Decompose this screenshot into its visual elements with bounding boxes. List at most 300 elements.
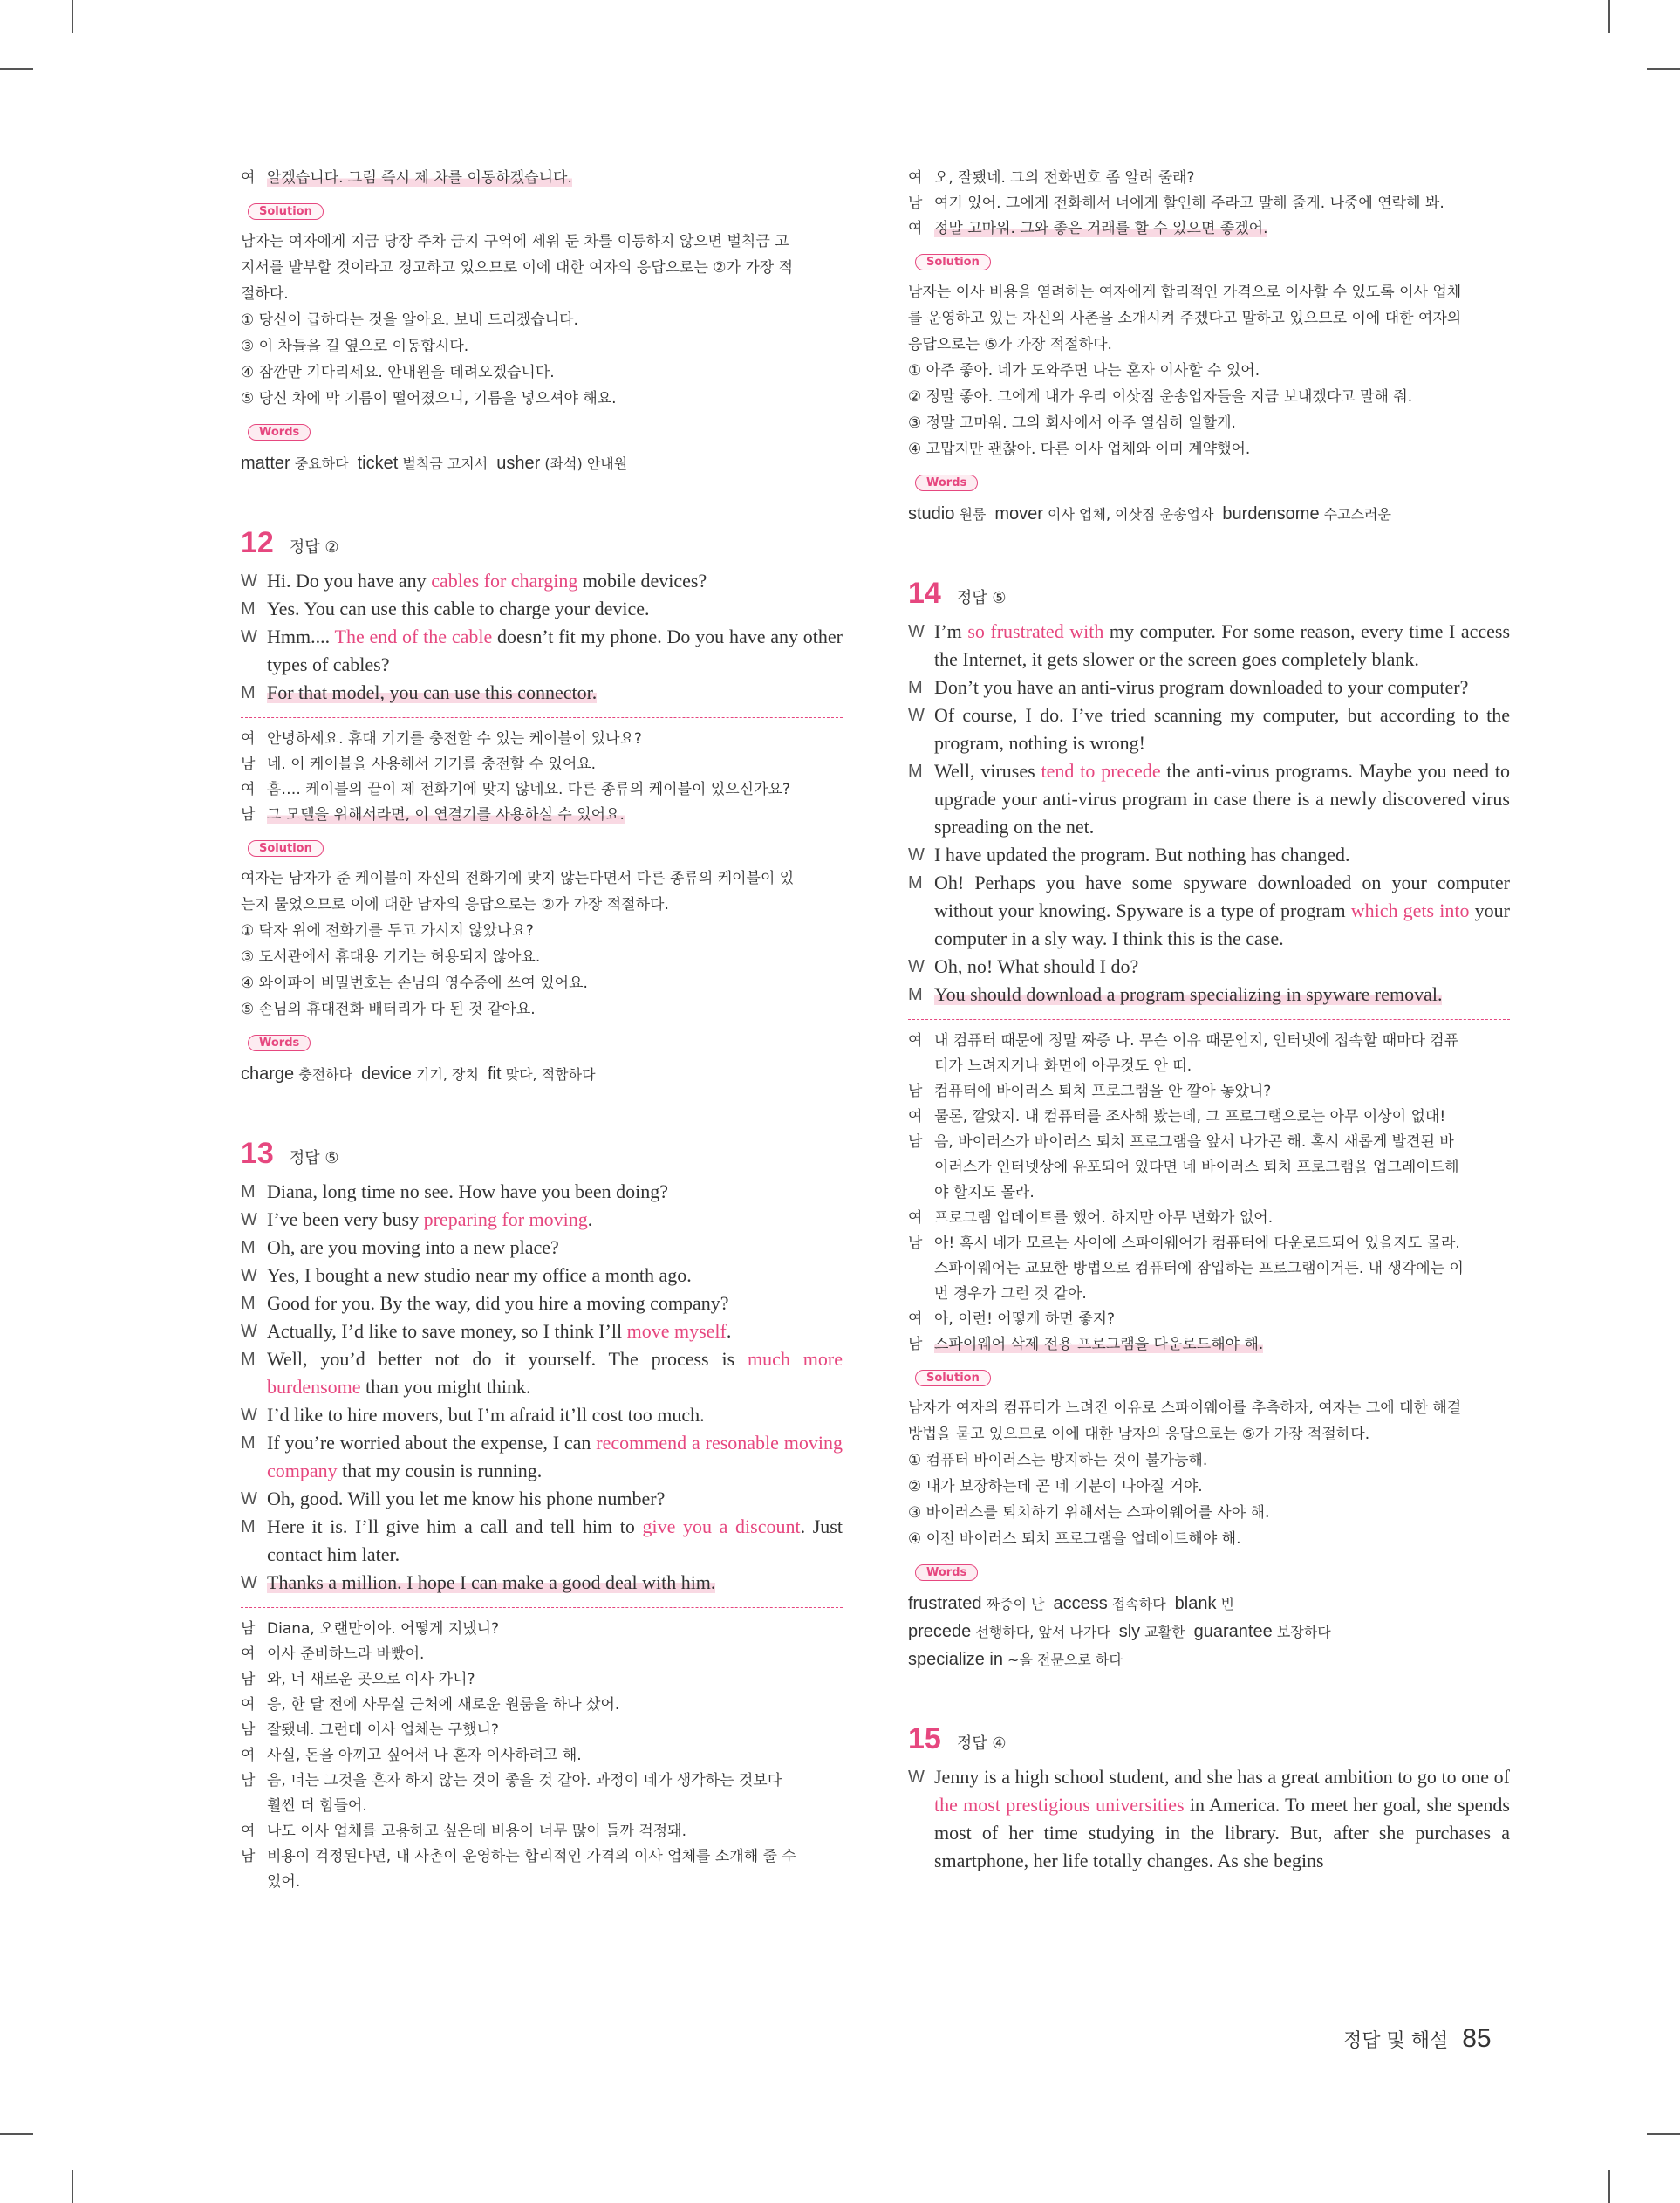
dialog-line xyxy=(241,567,843,595)
vocab-meaning: 벌칙금 고지서 xyxy=(398,455,488,472)
translation-line xyxy=(241,1743,843,1769)
speaker-label xyxy=(241,1870,267,1895)
speaker-label: W xyxy=(241,1322,257,1341)
speaker-label: 남 xyxy=(241,1848,256,1865)
solution-block xyxy=(908,242,1510,462)
translation-text: 여기 있어. 그에게 전화해서 너에게 할인해 주라고 말해 줄게. 나중에 연락해 봐. xyxy=(934,195,1444,212)
speaker-label: W xyxy=(241,1266,257,1285)
vocab-meaning: (좌석) 안내원 xyxy=(540,455,628,472)
speaker-label: 여 xyxy=(241,730,256,748)
speaker-label: 여 xyxy=(241,781,256,798)
solution-lines xyxy=(241,865,843,1023)
translation-text: 비용이 걱정된다면, 내 사촌이 운영하는 합리적인 가격의 이사 업체를 소개해 줄 수 xyxy=(267,1848,796,1865)
vocab-meaning: ~을 전문으로 하다 xyxy=(1002,1652,1123,1668)
vocab-word: usher xyxy=(496,454,541,473)
speaker-label: M xyxy=(241,1433,256,1453)
speaker-label: W xyxy=(241,571,257,591)
translation-text: 내 컴퓨터 때문에 정말 짜증 나. 무슨 이유 때문인지, 인터넷에 접속할 때마다 컴퓨 xyxy=(934,1032,1459,1050)
speaker-label: M xyxy=(908,762,923,781)
translation-text xyxy=(934,216,1510,242)
speaker-label: 여 xyxy=(241,1823,256,1840)
translation-text: 응, 한 달 전에 사무실 근처에 새로운 원룸을 하나 샀어. xyxy=(267,1696,620,1714)
vocab-meaning: 기기, 장치 xyxy=(411,1066,479,1083)
dialog-segment: that my cousin is running. xyxy=(337,1460,543,1481)
speaker-label: W xyxy=(908,845,925,865)
dialog-segment: Yes, I bought a new studio near my office a month ago. xyxy=(267,1264,692,1286)
dialog-line xyxy=(908,869,1510,953)
dialog-line xyxy=(908,674,1510,701)
key-phrase: much more burdensome xyxy=(267,1348,843,1398)
text-line: ④ 잠깐만 기다리세요. 안내원을 데려오겠습니다. xyxy=(241,364,555,381)
key-phrase: The end of the cable xyxy=(334,626,493,647)
speaker-label: 남 xyxy=(241,1772,256,1789)
crop-mark xyxy=(0,2133,33,2135)
q14-dialog xyxy=(908,618,1510,1009)
dialog-line xyxy=(241,623,843,679)
words-line xyxy=(908,500,1510,528)
speaker-label: 여 xyxy=(908,1108,923,1125)
words-line xyxy=(241,1060,843,1088)
speaker-label: M xyxy=(241,599,256,619)
translation-line xyxy=(241,1769,843,1794)
dialog-segment: . Just contact him later. xyxy=(267,1515,843,1565)
text-line: ① 아주 좋아. 네가 도와주면 나는 혼자 이사할 수 있어. xyxy=(908,362,1260,380)
vocab-word: specialize in xyxy=(908,1650,1003,1669)
dialog-text xyxy=(934,1763,1510,1875)
text-line: 남자는 여자에게 지금 당장 주차 금지 구역에 세워 둔 차를 이동하지 않으면 벌칙금 고 xyxy=(241,233,789,250)
dialog-segment: Well, you’d better not do it yourself. The process is xyxy=(267,1348,748,1370)
crop-mark xyxy=(72,2170,73,2203)
speaker-label: M xyxy=(241,1517,256,1536)
speaker-label: 남 xyxy=(241,806,256,824)
dialog-line xyxy=(241,1345,843,1401)
speaker-label: W xyxy=(241,1489,257,1509)
text-line: ④ 와이파이 비밀번호는 손님의 영수증에 쓰여 있어요. xyxy=(241,975,588,992)
translation-text: 아, 이런! 어떻게 하면 좋지? xyxy=(934,1310,1116,1328)
vocab-word: matter xyxy=(241,454,290,473)
solution-block xyxy=(908,1358,1510,1552)
speaker-label: 남 xyxy=(241,1671,256,1688)
vocab-meaning: 맞다, 적합하다 xyxy=(501,1066,596,1083)
dialog-segment: your computer in a sly way. I think this is the case. xyxy=(934,900,1511,949)
vocab-word: studio xyxy=(908,504,955,523)
translation-text: 네. 이 케이블을 사용해서 기기를 충전할 수 있어요. xyxy=(267,756,597,773)
speaker-label: W xyxy=(908,1768,925,1787)
translation-text: 이사 준비하느라 바빴어. xyxy=(267,1645,425,1663)
highlighted-answer: Thanks a million. I hope I can make a good deal with him. xyxy=(267,1571,716,1593)
dialog-segment: mobile devices? xyxy=(577,570,707,592)
vocab-item xyxy=(1175,1592,1234,1613)
speaker-label: M xyxy=(241,1238,256,1257)
dialog-segment: Oh, good. Will you let me know his phone number? xyxy=(267,1488,666,1509)
translation-line xyxy=(241,1870,843,1895)
speaker-label: 남 xyxy=(908,1336,923,1353)
text-line: 남자가 여자의 컴퓨터가 느려진 이유로 스파이웨어를 추측하자, 여자는 그에 대한 해결 xyxy=(908,1399,1462,1417)
vocab-meaning: 교활한 xyxy=(1140,1624,1185,1640)
vocab-meaning: 충전하다 xyxy=(294,1066,353,1083)
dialog-text xyxy=(267,1485,843,1513)
vocab-word: ticket xyxy=(357,454,399,473)
vocab-item xyxy=(488,1063,596,1084)
solution-lines xyxy=(908,1395,1510,1552)
dialog-line xyxy=(241,1429,843,1485)
dialog-segment: Jenny is a high school student, and she has a great ambition to go to one of xyxy=(934,1766,1510,1788)
translation-line xyxy=(241,1819,843,1844)
dialog-line xyxy=(241,1569,843,1597)
dialog-text xyxy=(267,1569,843,1597)
words-block xyxy=(241,1023,843,1088)
q12-dialog xyxy=(241,567,843,707)
dialog-text xyxy=(267,1234,843,1262)
text-line: ① 탁자 위에 전화기를 두고 가시지 않았나요? xyxy=(241,922,534,940)
solution-badge: Solution xyxy=(248,840,324,857)
translation-line xyxy=(908,1180,1510,1206)
translation-text: 있어. xyxy=(267,1873,301,1891)
dialog-segment: If you’re worried about the expense, I can xyxy=(267,1432,597,1454)
vocab-item xyxy=(1053,1592,1165,1613)
text-line: 는지 물었으므로 이에 대한 남자의 응답으로는 ②가 가장 적절하다. xyxy=(241,896,669,913)
speaker-label: 남 xyxy=(241,1620,256,1638)
dialog-text xyxy=(934,757,1510,841)
dialog-segment: my computer. For some reason, every time I access the Internet, it gets slower or the screen goes completely blank. xyxy=(934,620,1511,670)
dialog-text xyxy=(267,1317,843,1345)
dialog-text xyxy=(934,674,1510,701)
dialog-text xyxy=(267,679,843,707)
dialog-line xyxy=(241,1513,843,1569)
text-line: ① 당신이 급하다는 것을 알아요. 보내 드리겠습니다. xyxy=(241,311,578,329)
translation-line xyxy=(908,1206,1510,1231)
key-phrase: recommend a resonable moving company xyxy=(267,1432,843,1481)
vocab-word: precede xyxy=(908,1622,972,1641)
speaker-label: W xyxy=(908,957,925,976)
translation-line xyxy=(908,1029,1510,1054)
key-phrase: move myself xyxy=(626,1320,727,1342)
dialog-line xyxy=(241,595,843,623)
speaker-label: 남 xyxy=(908,1083,923,1100)
page-number: 85 xyxy=(1462,2024,1492,2053)
translation-line xyxy=(241,1718,843,1743)
text-line: ④ 이전 바이러스 퇴치 프로그램을 업데이트해야 해. xyxy=(908,1530,1241,1548)
text-line: ③ 바이러스를 퇴치하기 위해서는 스파이웨어를 사야 해. xyxy=(908,1504,1270,1522)
text-line: ② 내가 보장하는데 곧 네 기분이 나아질 거야. xyxy=(908,1478,1203,1495)
text-line: 응답으로는 ⑤가 가장 적절하다. xyxy=(908,336,1112,353)
translation-text: 이러스가 인터넷상에 유포되어 있다면 네 바이러스 퇴치 프로그램을 업그레이드해 xyxy=(934,1159,1459,1176)
translation-line xyxy=(241,1642,843,1667)
words-badge: Words xyxy=(915,475,978,491)
speaker-label: 여 xyxy=(908,1032,923,1050)
speaker-label: 여 xyxy=(241,169,256,187)
words-line xyxy=(908,1590,1510,1618)
translation-text: 나도 이사 업체를 고용하고 싶은데 비용이 너무 많이 들까 걱정돼. xyxy=(267,1823,687,1840)
dialog-line xyxy=(241,1485,843,1513)
translation-line xyxy=(908,191,1510,216)
speaker-label: 여 xyxy=(241,1645,256,1663)
dialog-line xyxy=(908,841,1510,869)
speaker-label xyxy=(908,1282,934,1307)
vocab-word: access xyxy=(1053,1594,1108,1613)
translation-line xyxy=(908,1282,1510,1307)
vocab-word: mover xyxy=(994,504,1043,523)
key-phrase: so frustrated with xyxy=(967,620,1104,642)
speaker-label: 남 xyxy=(908,195,923,212)
words-rows xyxy=(908,1590,1510,1673)
speaker-label: 여 xyxy=(908,220,923,237)
speaker-label: 여 xyxy=(908,1209,923,1227)
translation-line xyxy=(908,1130,1510,1155)
key-phrase: give you a discount xyxy=(642,1515,801,1537)
translation-text: 프로그램 업데이트를 했어. 하지만 아무 변화가 없어. xyxy=(934,1209,1274,1227)
words-block xyxy=(908,1552,1510,1673)
solution-badge: Solution xyxy=(915,254,991,270)
question-number: 14 xyxy=(908,577,941,610)
crop-mark xyxy=(1608,0,1610,33)
translation-text: 와, 너 새로운 곳으로 이사 가니? xyxy=(267,1671,475,1688)
dialog-text xyxy=(267,1178,843,1206)
highlighted-answer: For that model, you can use this connector. xyxy=(267,681,598,703)
vocab-word: fit xyxy=(487,1064,502,1084)
dialog-segment: Oh! Perhaps you have some spyware downloaded on your computer without your knowing. Spyware is a type of program xyxy=(934,872,1510,921)
dialog-segment: Well, viruses xyxy=(934,760,1041,782)
dialog-text xyxy=(934,618,1510,674)
speaker-label: M xyxy=(241,1350,256,1369)
speaker-label: M xyxy=(241,1182,256,1201)
vocab-item xyxy=(1119,1620,1185,1641)
crop-mark xyxy=(1608,2170,1610,2203)
q13-translation xyxy=(241,1617,843,1895)
translation-text: 아! 혹시 네가 모르는 사이에 스파이웨어가 컴퓨터에 다운로드되어 있을지도 몰라. xyxy=(934,1235,1460,1252)
q13-translation-continued xyxy=(908,166,1510,242)
speaker-label: W xyxy=(241,627,257,647)
translation-line xyxy=(908,1079,1510,1105)
key-phrase: cables for charging xyxy=(431,570,578,592)
dialog-line xyxy=(908,701,1510,757)
solution-badge: Solution xyxy=(248,203,324,220)
translation-text: 음, 바이러스가 바이러스 퇴치 프로그램을 앞서 나가곤 해. 혹시 새롭게 발견된 바 xyxy=(934,1133,1454,1151)
question-number: 15 xyxy=(908,1722,941,1755)
translation-text xyxy=(934,1332,1510,1358)
dialog-line xyxy=(908,757,1510,841)
dialog-text xyxy=(267,1206,843,1234)
answer-label: 정답 ⑤ xyxy=(956,589,1007,607)
dialog-text xyxy=(934,953,1510,981)
vocab-item xyxy=(241,1063,352,1084)
dialog-line xyxy=(241,1206,843,1234)
footer-label: 정답 및 해설 xyxy=(1343,2030,1449,2052)
solution-badge: Solution xyxy=(915,1370,991,1386)
speaker-label: W xyxy=(908,622,925,641)
vocab-meaning: 짜증이 난 xyxy=(981,1596,1045,1612)
vocab-meaning: 빈 xyxy=(1216,1596,1235,1612)
dialog-segment: Diana, long time no see. How have you been doing? xyxy=(267,1180,669,1202)
dialog-segment: . xyxy=(726,1320,732,1342)
text-line: 절하다. xyxy=(241,285,289,303)
translation-line xyxy=(908,1054,1510,1079)
dialog-text xyxy=(267,595,843,623)
question-14-header xyxy=(908,577,1510,611)
speaker-label: 남 xyxy=(241,756,256,773)
translation-text xyxy=(267,803,843,828)
vocab-meaning: 접속하다 xyxy=(1107,1596,1166,1612)
vocab-word: burdensome xyxy=(1222,504,1320,523)
words-line xyxy=(241,449,843,477)
dialog-segment: I’d like to hire movers, but I’m afraid it’ll cost too much. xyxy=(267,1404,705,1426)
question-number: 13 xyxy=(241,1137,274,1170)
translation-line xyxy=(241,1617,843,1642)
crop-mark xyxy=(1647,68,1680,70)
dialog-text xyxy=(267,1262,843,1290)
dashed-divider xyxy=(241,1607,843,1608)
translation-line xyxy=(908,1105,1510,1130)
left-column xyxy=(241,166,843,1895)
speaker-label: 남 xyxy=(241,1721,256,1739)
dialog-line xyxy=(241,1262,843,1290)
text-line: ③ 이 차들을 길 옆으로 이동합시다. xyxy=(241,338,469,355)
text-line: 남자는 이사 비용을 염려하는 여자에게 합리적인 가격으로 이사할 수 있도록 이사 업체 xyxy=(908,284,1462,301)
speaker-label xyxy=(908,1155,934,1180)
vocab-meaning: 보장하다 xyxy=(1272,1624,1331,1640)
translation-line xyxy=(241,803,843,828)
dialog-segment: I’m xyxy=(934,620,968,642)
translation-text: 오, 잘됐네. 그의 전화번호 좀 알려 줄래? xyxy=(934,169,1195,187)
vocab-word: charge xyxy=(241,1064,295,1084)
words-badge: Words xyxy=(248,424,311,441)
key-phrase: tend to precede xyxy=(1041,760,1161,782)
translation-line xyxy=(908,1155,1510,1180)
translation-text: 훨씬 더 힘들어. xyxy=(267,1797,367,1815)
dialog-text xyxy=(934,869,1510,953)
dialog-text xyxy=(267,567,843,595)
dialog-line xyxy=(908,618,1510,674)
speaker-label: W xyxy=(241,1406,257,1425)
vocab-word: sly xyxy=(1118,1622,1141,1641)
text-line: ③ 도서관에서 휴대용 기기는 허용되지 않아요. xyxy=(241,948,541,966)
speaker-label: 남 xyxy=(908,1133,923,1151)
page-footer xyxy=(1343,2024,1492,2054)
highlighted-answer: 정말 고마워. 그와 좋은 거래를 할 수 있으면 좋겠어. xyxy=(934,220,1268,237)
dialog-segment: I have updated the program. But nothing has changed. xyxy=(934,844,1350,865)
solution-block xyxy=(241,828,843,1023)
translation-line xyxy=(908,1256,1510,1282)
vocab-item xyxy=(1194,1620,1331,1641)
text-line: 지서를 발부할 것이라고 경고하고 있으므로 이에 대한 여자의 응답으로는 ②가 가장 적 xyxy=(241,259,794,277)
dialog-segment: Oh, no! What should I do? xyxy=(934,955,1139,977)
dialog-text xyxy=(934,841,1510,869)
speaker-label: 여 xyxy=(241,1696,256,1714)
vocab-meaning: 수고스러운 xyxy=(1319,506,1391,523)
vocab-item xyxy=(908,1592,1044,1613)
dialog-line xyxy=(241,1290,843,1317)
text-line: ⑤ 손님의 휴대전화 배터리가 다 된 것 같아요. xyxy=(241,1001,536,1018)
solution-block xyxy=(241,191,843,412)
speaker-label: M xyxy=(241,1294,256,1313)
translation-text: 스파이웨어는 교묘한 방법으로 컴퓨터에 잠입하는 프로그램이거든. 내 생각에는 이 xyxy=(934,1260,1464,1277)
answer-label: 정답 ⑤ xyxy=(289,1149,339,1167)
text-line: 를 운영하고 있는 자신의 사촌을 소개시켜 주겠다고 말하고 있으므로 이에 대한 여자의 xyxy=(908,310,1462,327)
speaker-label: 남 xyxy=(908,1235,923,1252)
translation-line xyxy=(241,1794,843,1819)
dialog-text xyxy=(934,701,1510,757)
dialog-segment: Actually, I’d like to save money, so I think I’ll xyxy=(267,1320,627,1342)
dialog-segment: doesn’t fit my phone. Do you have any other types of cables? xyxy=(267,626,843,675)
vocab-item xyxy=(361,1063,479,1084)
solution-lines xyxy=(908,279,1510,462)
translation-text: 번 경우가 그런 것 같아. xyxy=(934,1285,1087,1303)
speaker-label: 여 xyxy=(908,169,923,187)
vocab-meaning: 이사 업체, 이삿짐 운송업자 xyxy=(1042,506,1214,523)
dialog-line xyxy=(908,981,1510,1009)
translation-line xyxy=(241,1693,843,1718)
text-line: ⑤ 당신 차에 막 기름이 떨어졌으니, 기름을 넣으셔야 해요. xyxy=(241,390,617,407)
vocab-meaning: 원룸 xyxy=(954,506,987,523)
translation-line xyxy=(908,216,1510,242)
dialog-segment: Don’t you have an anti-virus program downloaded to your computer? xyxy=(934,676,1469,698)
vocab-item xyxy=(908,1620,1110,1641)
vocab-word: guarantee xyxy=(1193,1622,1273,1641)
speaker-label: M xyxy=(241,683,256,702)
translation-line xyxy=(908,1231,1510,1256)
speaker-label xyxy=(908,1256,934,1282)
translation-text: 컴퓨터에 바이러스 퇴치 프로그램을 안 깔아 놓았니? xyxy=(934,1083,1272,1100)
dialog-text xyxy=(267,1401,843,1429)
speaker-label: W xyxy=(241,1573,257,1592)
vocab-item xyxy=(994,503,1213,523)
highlighted-answer: You should download a program specializing in spyware removal. xyxy=(934,983,1443,1005)
words-line xyxy=(908,1618,1510,1645)
dialog-segment: Of course, I do. I’ve tried scanning my computer, but according to the program, nothing is wrong! xyxy=(934,704,1510,754)
dialog-line xyxy=(908,1763,1510,1875)
vocab-meaning: 중요하다 xyxy=(290,455,349,472)
crop-mark xyxy=(1647,2133,1680,2135)
vocab-item xyxy=(358,452,488,473)
dialog-segment: Yes. You can use this cable to charge your device. xyxy=(267,598,650,619)
translation-line xyxy=(241,166,843,191)
translation-line xyxy=(241,777,843,803)
translation-text: 터가 느려지거나 화면에 아무것도 안 떠. xyxy=(934,1057,1192,1075)
answer-label: 정답 ④ xyxy=(956,1734,1007,1753)
dialog-line xyxy=(241,1178,843,1206)
highlighted-answer: 알겠습니다. 그럼 즉시 제 차를 이동하겠습니다. xyxy=(267,169,572,187)
translation-line xyxy=(241,1667,843,1693)
crop-mark xyxy=(0,68,33,70)
dialog-segment: the anti-virus programs. Maybe you need to upgrade your anti-virus program in case there is a newly discovered virus spreading on the net. xyxy=(934,760,1510,838)
dialog-segment: in America. To meet her goal, she spends most of her time studying in the library. But, after she purchases a smartphone, her life totally changes. As she begins xyxy=(934,1794,1510,1871)
text-line: ④ 고맙지만 괜찮아. 다른 이사 업체와 이미 계약했어. xyxy=(908,441,1251,458)
text-line: 방법을 묻고 있으므로 이에 대한 남자의 응답으로는 ⑤가 가장 적절하다. xyxy=(908,1426,1370,1443)
text-line: ③ 정말 고마워. 그의 회사에서 아주 열심히 일할게. xyxy=(908,414,1236,432)
words-block xyxy=(908,462,1510,528)
question-12-header xyxy=(241,526,843,560)
crop-mark xyxy=(72,0,73,33)
question-13-header xyxy=(241,1137,843,1171)
right-column xyxy=(908,166,1510,1875)
translation-text: 흠…. 케이블의 끝이 제 전화기에 맞지 않네요. 다른 종류의 케이블이 있으신가요? xyxy=(267,781,790,798)
vocab-item xyxy=(496,452,627,473)
speaker-label: W xyxy=(908,706,925,725)
dialog-line xyxy=(241,679,843,707)
words-block xyxy=(241,412,843,477)
translation-line xyxy=(241,727,843,752)
dialog-line xyxy=(241,1234,843,1262)
translation-line xyxy=(908,166,1510,191)
vocab-meaning: 선행하다, 앞서 나가다 xyxy=(971,1624,1110,1640)
speaker-label: 여 xyxy=(908,1310,923,1328)
solution-lines xyxy=(241,229,843,412)
q12-translation xyxy=(241,727,843,828)
dialog-line xyxy=(908,953,1510,981)
key-phrase: preparing for moving xyxy=(423,1208,588,1230)
q13-dialog xyxy=(241,1178,843,1597)
translation-line xyxy=(908,1332,1510,1358)
